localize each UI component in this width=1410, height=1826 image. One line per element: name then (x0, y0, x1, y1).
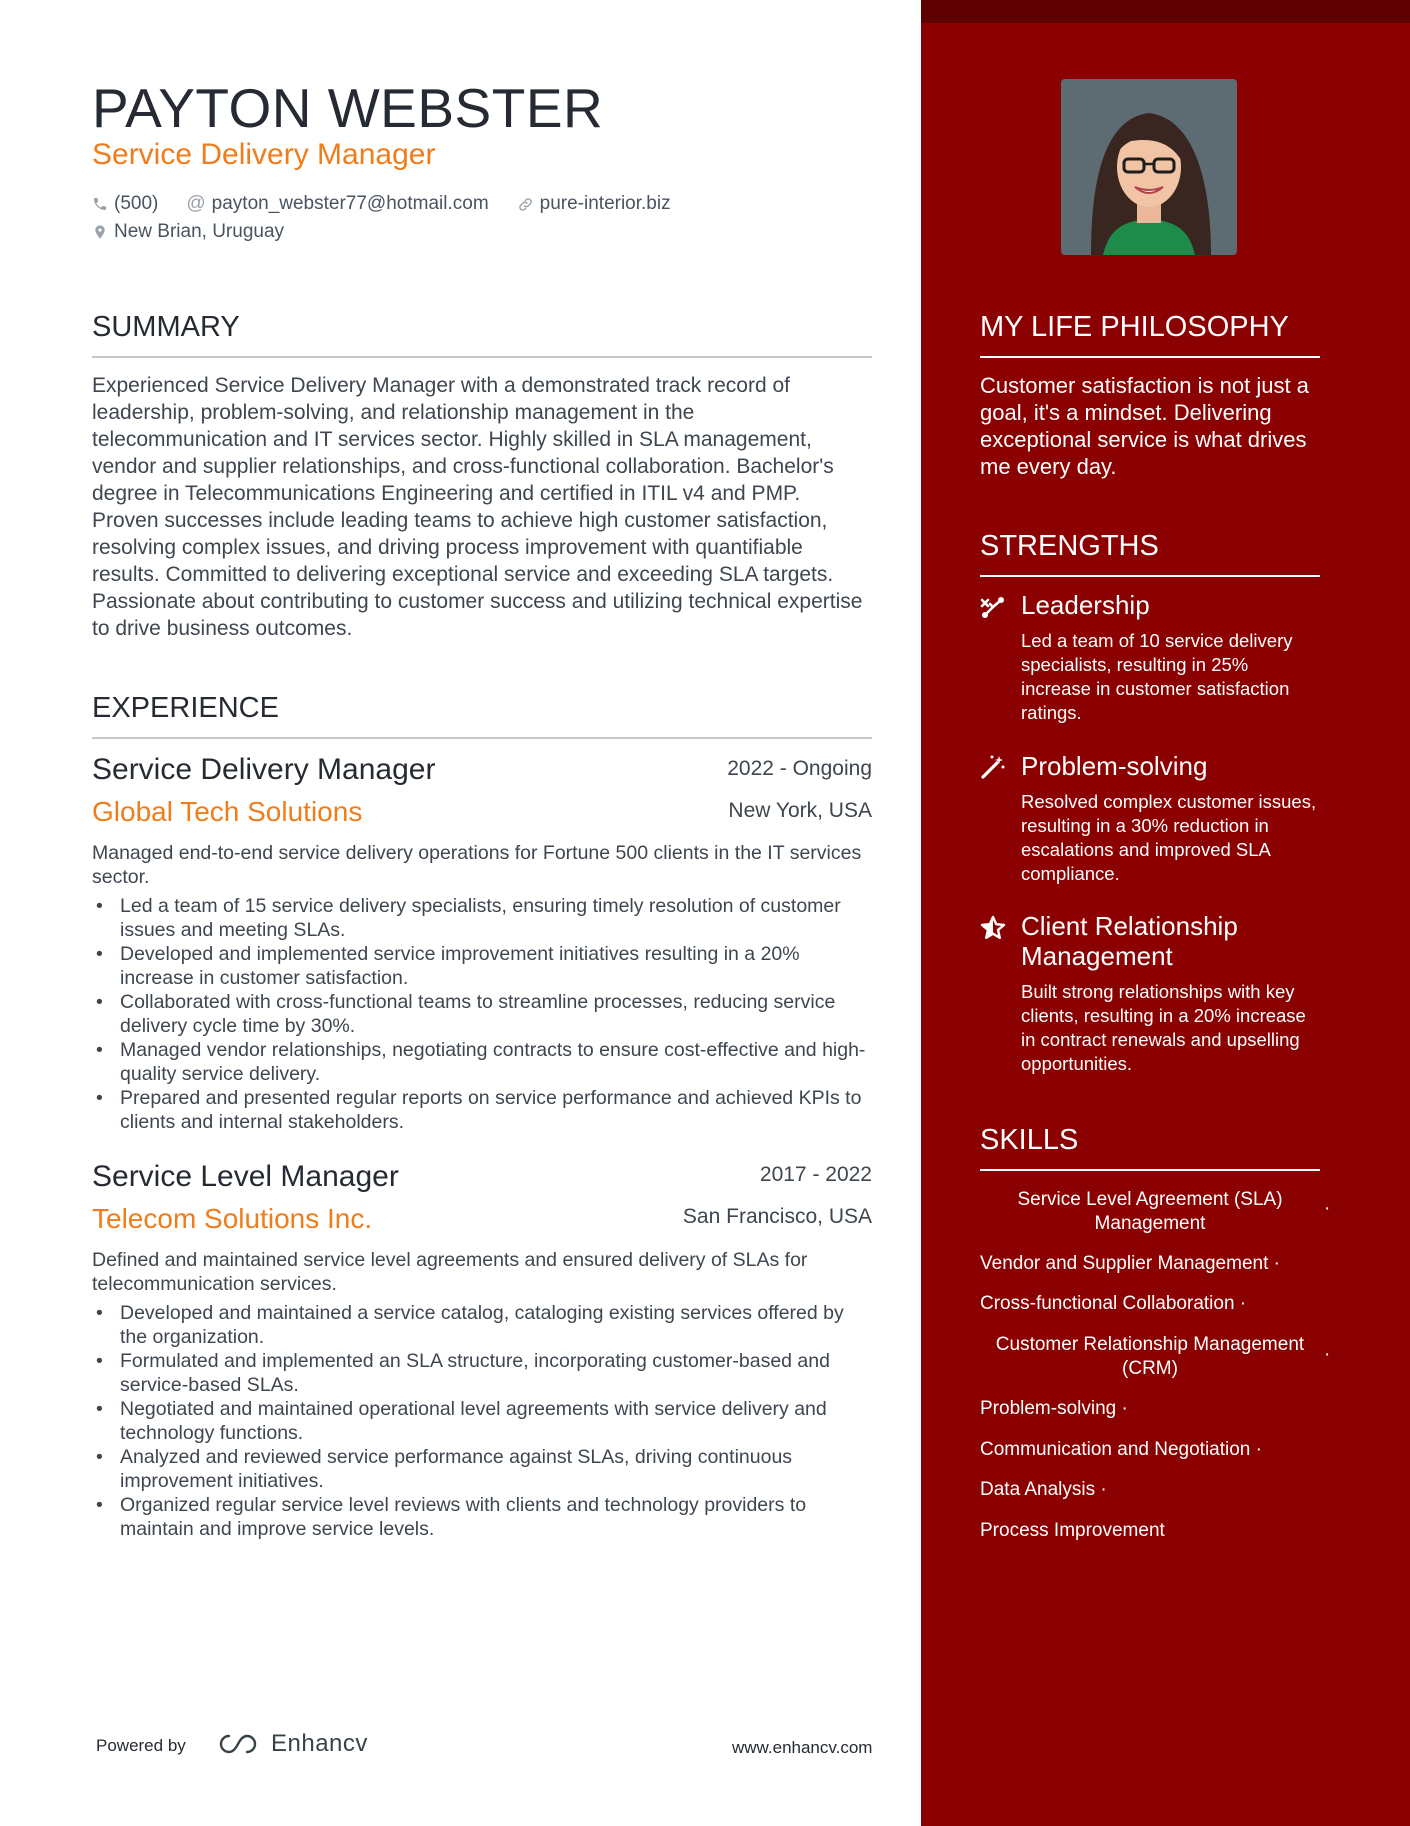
link-icon (517, 196, 534, 213)
job-location: New York, USA (728, 799, 872, 822)
summary-text: Experienced Service Delivery Manager with a demonstrated track record of leadership, problem-solving, and relationship management in the telecommunication and IT services sector. Highly skilled in SLA management, vendor and supplier relationships, and cross-functional collaboration. Bachelor's degree in Telecommunications Engineering and certified in ITIL v4 and PMP. Proven successes include leading teams to achieve high customer satisfaction, resolving complex issues, and driving process improvement with quantifiable results. Committed to delivering exceptional service and exceeding SLA targets. Passionate about contributing to customer success and utilizing technical expertise to drive business outcomes. (92, 374, 863, 640)
job-bullet: • Managed vendor relationships, negotiating contracts to ensure cost-effective and high-quality service delivery. (92, 1038, 872, 1086)
contact-email[interactable]: @ payton_webster77@hotmail.com (186, 193, 489, 214)
at-icon: @ (186, 193, 206, 214)
job-dates: 2022 - Ongoing (727, 757, 872, 780)
skill-item: Problem-solving · (980, 1398, 1128, 1419)
strength-description: Led a team of 10 service delivery specialists, resulting in 25% increase in customer satisfaction ratings. (1021, 630, 1293, 723)
skill-item: Communication and Negotiation · (980, 1439, 1262, 1460)
experience-divider (92, 737, 872, 739)
skill-separator: · (1100, 1479, 1107, 1500)
philosophy-heading: MY LIFE PHILOSOPHY (980, 311, 1289, 343)
skill-item: Cross-functional Collaboration · (980, 1293, 1247, 1314)
strength-title: Leadership (1021, 590, 1150, 620)
skill-separator: · (1273, 1253, 1280, 1274)
job-bullets (92, 1301, 872, 1541)
summary-divider (92, 356, 872, 358)
strengths-heading: STRENGTHS (980, 530, 1159, 562)
job-bullet: • Formulated and implemented an SLA structure, incorporating customer-based and service-based SLAs. (92, 1349, 872, 1397)
job-title: Service Level Manager (92, 1160, 399, 1193)
skill-separator: · (1324, 1198, 1331, 1219)
contact-phone: (500) (92, 193, 158, 215)
skill-separator: · (1324, 1344, 1331, 1365)
skill-item: Customer Relationship Management (CRM) (995, 1334, 1305, 1379)
job-bullet: • Developed and maintained a service catalog, cataloging existing services offered by the organization. (92, 1301, 872, 1349)
contact-row (92, 193, 699, 215)
sidebar-top-band (921, 0, 1410, 23)
footer-url[interactable]: www.enhancv.com (732, 1738, 873, 1757)
job-bullet: • Collaborated with cross-functional teams to streamline processes, reducing service delivery cycle time by 30%. (92, 990, 872, 1038)
route-icon (980, 594, 1006, 620)
job-bullet: • Analyzed and reviewed service performance against SLAs, driving continuous improvement initiatives. (92, 1445, 872, 1493)
experience-heading: EXPERIENCE (92, 692, 279, 724)
contact-location: New Brian, Uruguay (92, 221, 284, 243)
strengths-divider (980, 575, 1320, 577)
profile-photo-image (1061, 79, 1237, 255)
job-description: Defined and maintained service level agreements and ensured delivery of SLAs for telecommunication services. (92, 1249, 808, 1295)
skill-separator: · (1239, 1293, 1247, 1314)
skills-divider (980, 1169, 1320, 1171)
candidate-name: PAYTON WEBSTER (92, 77, 604, 139)
location-pin-icon (92, 223, 108, 241)
enhancv-logo-icon (215, 1731, 261, 1757)
enhancv-logo[interactable] (215, 1730, 368, 1758)
contact-website[interactable]: pure-interior.biz (517, 193, 671, 215)
job-title: Service Delivery Manager (92, 753, 436, 786)
job-dates: 2017 - 2022 (759, 1163, 872, 1186)
skills-heading: SKILLS (980, 1124, 1079, 1156)
star-half-icon (980, 915, 1006, 941)
job-bullet: • Negotiated and maintained operational level agreements with service delivery and technology functions. (92, 1397, 872, 1445)
strength-title: Client Relationship Management (1021, 911, 1238, 971)
candidate-title: Service Delivery Manager (92, 138, 436, 171)
skill-item: Data Analysis · (980, 1479, 1107, 1500)
skill-separator: · (1121, 1398, 1128, 1419)
job-bullet: • Prepared and presented regular reports on service performance and achieved KPIs to clients and internal stakeholders. (92, 1086, 872, 1134)
job-bullet: • Led a team of 15 service delivery specialists, ensuring timely resolution of customer issues and meeting SLAs. (92, 894, 872, 942)
profile-photo (1061, 79, 1237, 255)
strength-description: Built strong relationships with key clients, resulting in a 20% increase in contract renewals and upselling opportunities. (1021, 981, 1306, 1074)
contact-location-row (92, 221, 312, 243)
skill-item: Service Level Agreement (SLA) Management (1017, 1189, 1283, 1234)
summary-heading: SUMMARY (92, 311, 240, 343)
magic-wand-icon (980, 754, 1006, 780)
job-description: Managed end-to-end service delivery operations for Fortune 500 clients in the IT services sector. (92, 842, 862, 888)
skill-item: Process Improvement (980, 1520, 1165, 1541)
sidebar (921, 0, 1410, 1826)
phone-icon (92, 196, 108, 212)
philosophy-text: Customer satisfaction is not just a goal, it's a mindset. Delivering exceptional service is what drives me every day. (980, 373, 1309, 479)
job-location: San Francisco, USA (682, 1205, 872, 1228)
philosophy-divider (980, 356, 1320, 358)
job-company: Telecom Solutions Inc. (92, 1203, 373, 1234)
job-bullets (92, 894, 872, 1134)
job-company: Global Tech Solutions (92, 796, 363, 827)
skill-item: Vendor and Supplier Management · (980, 1253, 1280, 1274)
strength-description: Resolved complex customer issues, resulting in a 30% reduction in escalations and improved SLA compliance. (1021, 791, 1317, 884)
job-bullet: • Developed and implemented service improvement initiatives resulting in a 20% increase in customer satisfaction. (92, 942, 872, 990)
strength-title: Problem-solving (1021, 751, 1208, 781)
footer-powered-by: Powered by (96, 1736, 186, 1755)
footer-brand: Enhancv (271, 1730, 368, 1757)
skill-separator: · (1255, 1439, 1262, 1460)
job-bullet: • Organized regular service level reviews with clients and technology providers to maintain and improve service levels. (92, 1493, 872, 1541)
